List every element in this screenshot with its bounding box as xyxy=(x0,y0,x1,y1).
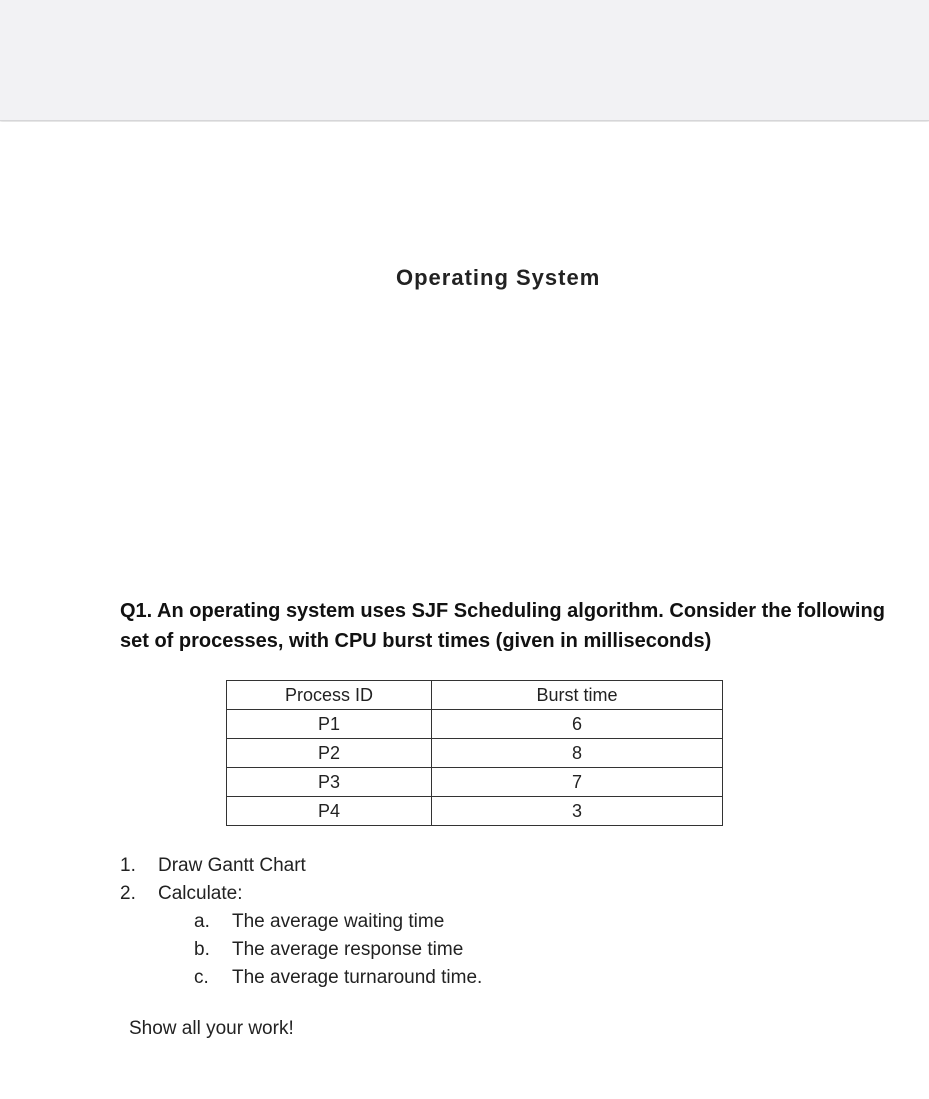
subtask-letter: a. xyxy=(194,911,210,932)
burst-time-cell: 3 xyxy=(432,797,723,826)
table-row xyxy=(227,710,723,739)
subtask-letter: b. xyxy=(194,939,210,960)
table-row xyxy=(227,797,723,826)
list-item xyxy=(120,880,306,908)
cut-off-heading-text: Operating System xyxy=(396,265,601,290)
subtask-text: The average response time xyxy=(232,939,464,960)
subtask-text: The average waiting time xyxy=(232,911,445,932)
table-header-row xyxy=(227,681,723,710)
task-text: Calculate: xyxy=(158,883,243,904)
list-item xyxy=(194,936,482,964)
list-item xyxy=(120,852,306,880)
subtask-list xyxy=(194,908,482,992)
table-row xyxy=(227,739,723,768)
list-item xyxy=(194,964,482,992)
subtask-text: The average turnaround time. xyxy=(232,967,483,988)
cut-off-heading xyxy=(396,265,626,290)
show-work-note: Show all your work! xyxy=(129,1018,294,1039)
process-id-cell: P3 xyxy=(227,768,432,797)
list-item xyxy=(194,908,482,936)
header-process-id: Process ID xyxy=(227,681,432,710)
header-burst-time: Burst time xyxy=(432,681,723,710)
task-number: 1. xyxy=(120,855,136,876)
subtask-letter: c. xyxy=(194,967,209,988)
question-text: Q1. An operating system uses SJF Scheduling algorithm. Consider the following set of processes, with CPU burst times (given in milliseconds) xyxy=(120,600,885,652)
process-id-cell: P2 xyxy=(227,739,432,768)
table-row xyxy=(227,768,723,797)
burst-time-cell: 6 xyxy=(432,710,723,739)
process-table xyxy=(226,680,723,826)
process-id-cell: P4 xyxy=(227,797,432,826)
burst-time-cell: 8 xyxy=(432,739,723,768)
top-toolbar-area xyxy=(0,0,929,121)
task-text: Draw Gantt Chart xyxy=(158,855,306,876)
task-number: 2. xyxy=(120,883,136,904)
task-list xyxy=(120,852,306,908)
process-id-cell: P1 xyxy=(227,710,432,739)
burst-time-cell: 7 xyxy=(432,768,723,797)
